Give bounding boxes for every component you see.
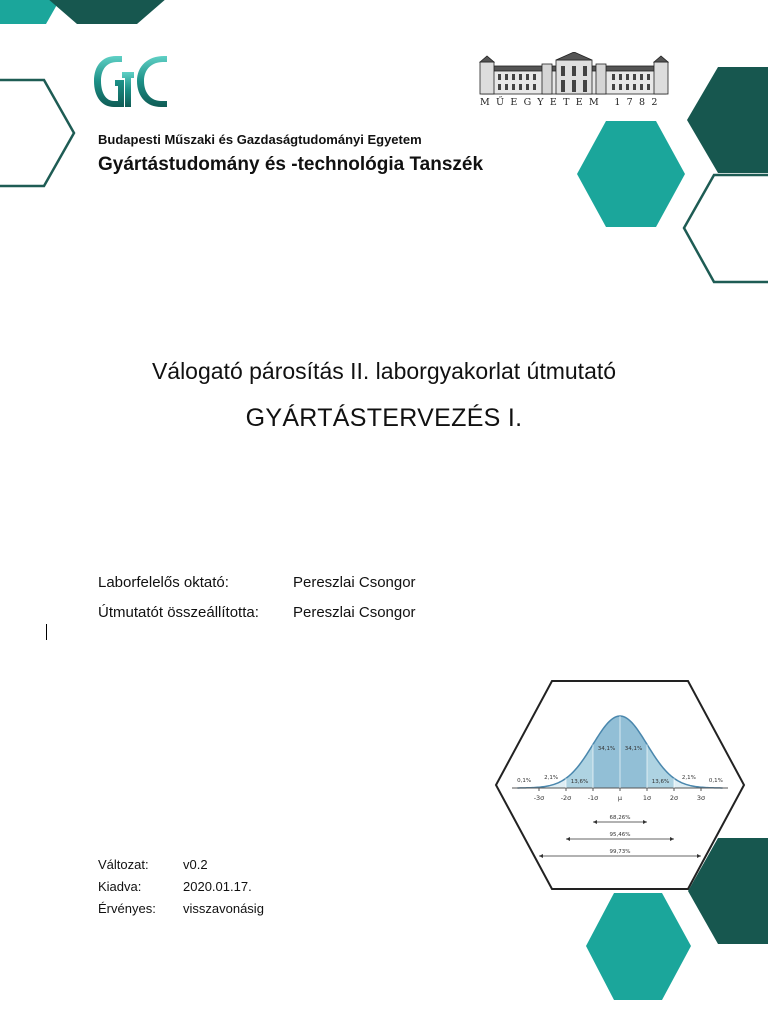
chart-segment-label: 34,1% [624, 746, 643, 752]
normal-distribution-chart [494, 680, 746, 890]
gtc-logo-icon [88, 50, 172, 112]
compiled-value: Pereszlai Csongor [293, 604, 416, 621]
valid-value: visszavonásig [183, 901, 264, 916]
hexagon-bottom-teal [586, 893, 691, 1000]
responsible-label: Laborfelelős oktató: [98, 574, 229, 591]
responsible-value: Pereszlai Csongor [293, 574, 416, 591]
chart-segment-label: 0,1% [708, 778, 723, 784]
hexagon-right-dark [687, 67, 768, 173]
chart-range-arrowhead [643, 820, 647, 824]
hexagon-left-outline [0, 80, 74, 186]
hexagon-right-teal [577, 121, 685, 227]
chart-segment-label: 0,1% [517, 778, 532, 784]
chart-segment-label: 13,6% [651, 779, 670, 785]
chart-range-arrowhead [697, 854, 701, 858]
department-name: Gyártástudomány és -technológia Tanszék [98, 154, 484, 175]
valid-label: Érvényes: [98, 901, 156, 916]
university-name: Budapesti Műszaki és Gazdaságtudományi Egyetem [98, 132, 422, 147]
compiled-label: Útmutatót összeállította: [98, 604, 259, 621]
chart-x-tick-label: -2σ [560, 794, 572, 802]
text-cursor[interactable] [46, 624, 47, 640]
chart-x-tick-label: -1σ [587, 794, 599, 802]
issued-label: Kiadva: [98, 879, 142, 894]
chart-range-arrowhead [593, 820, 597, 824]
chart-range-label: 99,73% [609, 849, 631, 855]
hexagon-right-outline [684, 175, 768, 282]
building-caption: MŰEGYETEM 1782 [480, 97, 664, 108]
chart-range-arrowhead [539, 854, 543, 858]
version-value: v0.2 [183, 857, 208, 872]
document-title: Válogató párosítás II. laborgyakorlat útmutató [151, 358, 617, 384]
chart-segment-label: 2,1% [681, 775, 696, 781]
chart-x-tick-label: μ [617, 794, 623, 802]
issued-value: 2020.01.17. [183, 879, 252, 894]
chart-segment-label: 13,6% [570, 779, 589, 785]
chart-range-arrowhead [670, 837, 674, 841]
chart-segment-label: 2,1% [544, 775, 559, 781]
chart-x-tick-label: -3σ [533, 794, 545, 802]
chart-range-label: 95,46% [609, 832, 631, 838]
version-label: Változat: [98, 857, 149, 872]
document-subtitle: GYÁRTÁSTERVEZÉS I. [245, 404, 523, 432]
hexagon-top-dark [47, 0, 167, 24]
chart-segment-label: 34,1% [597, 746, 616, 752]
chart-x-tick-label: 1σ [642, 794, 652, 802]
chart-range-arrowhead [566, 837, 570, 841]
chart-range-label: 68,26% [609, 815, 631, 821]
chart-x-tick-label: 2σ [669, 794, 679, 802]
chart-x-tick-label: 3σ [696, 794, 706, 802]
